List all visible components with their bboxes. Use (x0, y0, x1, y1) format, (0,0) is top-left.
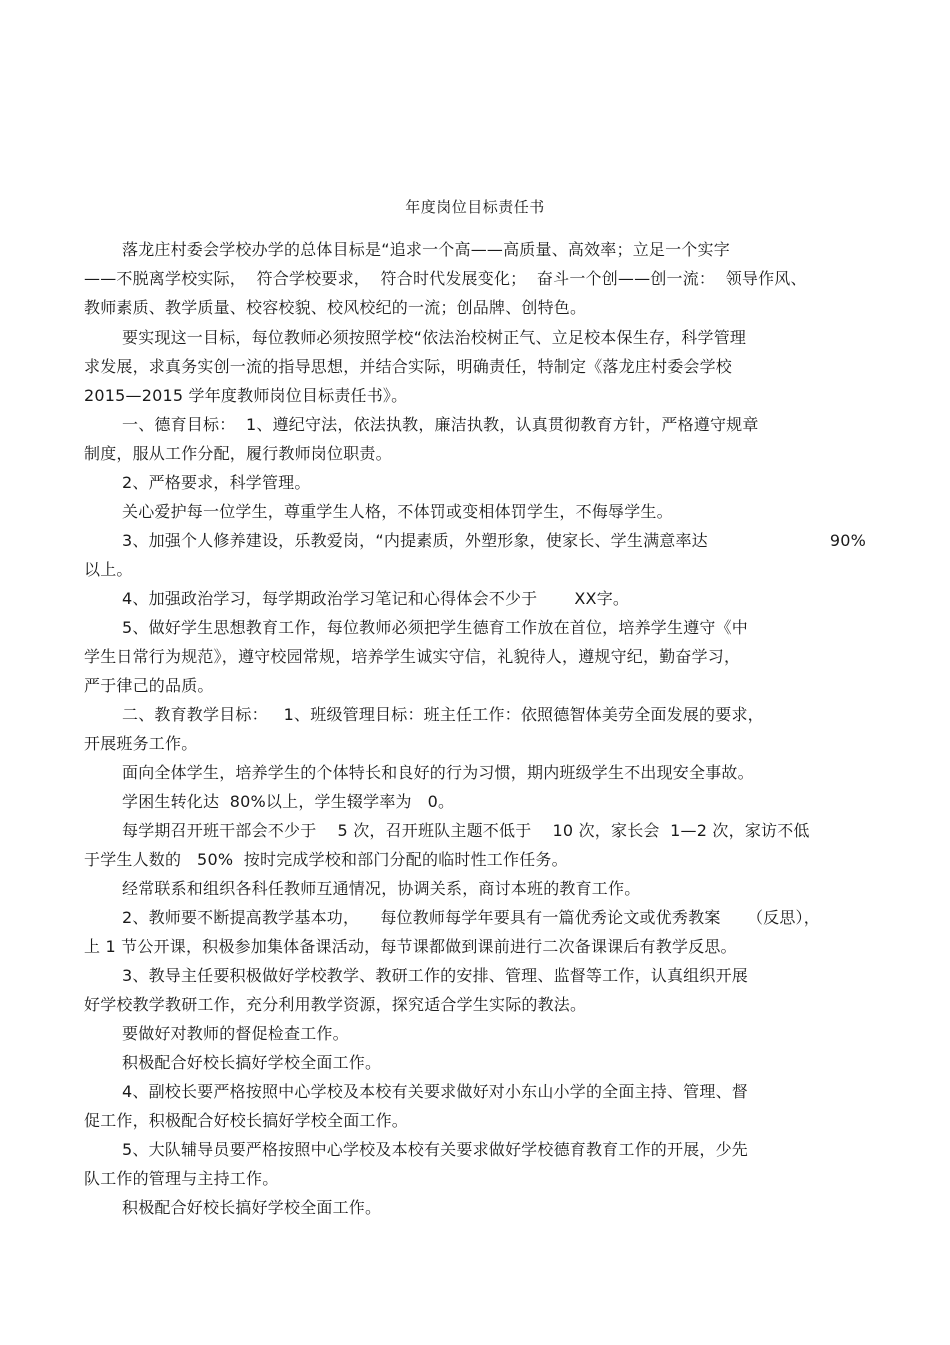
paragraph-line: 要做好对教师的督促检查工作。 (122, 1024, 349, 1043)
paragraph-line: 二、教育教学目标： 1、班级管理目标：班主任工作：依照德智体美劳全面发展的要求， (122, 705, 764, 724)
paragraph-line: 求发展，求真务实创一流的指导思想，并结合实际，明确责任，特制定《落龙庄村委会学校 (84, 357, 733, 376)
paragraph-line: 每学期召开班干部会不少于 5 次，召开班队主题不低于 10 次，家长会 1—2 次，家访不低 (122, 821, 810, 840)
paragraph-line: 面向全体学生，培养学生的个体特长和良好的行为习惯，期内班级学生不出现安全事故。 (122, 763, 754, 782)
paragraph-line: 要实现这一目标，每位教师必须按照学校“依法治校树正气、立足校本保生存，科学管理 (122, 328, 747, 347)
satisfaction-rate: 90% (829, 531, 866, 550)
paragraph-line: 4、加强政治学习，每学期政治学习笔记和心得体会不少于 XX字。 (122, 589, 630, 608)
paragraph-line: 一、德育目标： 1、遵纪守法，依法执教，廉洁执教，认真贯彻教育方针，严格遵守规章 (122, 415, 759, 434)
paragraph-line: 关心爱护每一位学生，尊重学生人格，不体罚或变相体罚学生，不侮辱学生。 (122, 502, 673, 521)
paragraph-line: 2015—2015 学年度教师岗位目标责任书》。 (84, 386, 408, 405)
paragraph-line (84, 531, 866, 551)
paragraph-line: 3、教导主任要积极做好学校教学、教研工作的安排、管理、监督等工作，认真组织开展 (122, 966, 748, 985)
paragraph-line: 好学校教学教研工作，充分利用教学资源，探究适合学生实际的教法。 (84, 995, 587, 1014)
paragraph-line: 以上。 (84, 560, 133, 579)
paragraph-line: 学生日常行为规范》，遵守校园常规，培养学生诚实守信，礼貌待人，遵规守纪，勤奋学习， (84, 647, 741, 666)
paragraph-line: 5、做好学生思想教育工作，每位教师必须把学生德育工作放在首位，培养学生遵守《中 (122, 618, 748, 637)
paragraph-line: 学困生转化达 80%以上，学生辍学率为 0。 (122, 792, 455, 811)
paragraph-line: 开展班务工作。 (84, 734, 198, 753)
paragraph-line: 上 1 节公开课，积极参加集体备课活动，每节课都做到课前进行二次备课课后有教学反思。 (84, 937, 737, 956)
line-text: 3、加强个人修养建设，乐教爱岗，“内提素质，外塑形象，使家长、学生满意率达 (122, 531, 708, 550)
paragraph-line: 积极配合好校长搞好学校全面工作。 (122, 1053, 382, 1072)
document-title: 年度岗位目标责任书 (405, 198, 545, 216)
paragraph-line: 队工作的管理与主持工作。 (84, 1169, 279, 1188)
paragraph-line: 2、教师要不断提高教学基本功， 每位教师每学年要具有一篇优秀论文或优秀教案 （反思）， (122, 908, 820, 927)
paragraph-line: 促工作，积极配合好校长搞好学校全面工作。 (84, 1111, 409, 1130)
paragraph-line: ——不脱离学校实际， 符合学校要求， 符合时代发展变化； 奋斗一个创——创一流： 领导作风、 (84, 269, 807, 288)
paragraph-line: 落龙庄村委会学校办学的总体目标是“追求一个高——高质量、高效率；立足一个实字 (122, 240, 730, 259)
paragraph-line: 5、大队辅导员要严格按照中心学校及本校有关要求做好学校德育教育工作的开展，少先 (122, 1140, 748, 1159)
paragraph-line: 制度，服从工作分配，履行教师岗位职责。 (84, 444, 392, 463)
paragraph-line: 积极配合好校长搞好学校全面工作。 (122, 1198, 382, 1217)
paragraph-line: 严于律己的品质。 (84, 676, 214, 695)
paragraph-line: 经常联系和组织各科任教师互通情况，协调关系，商讨本班的教育工作。 (122, 879, 641, 898)
paragraph-line: 于学生人数的 50% 按时完成学校和部门分配的临时性工作任务。 (84, 850, 568, 869)
paragraph-line: 4、副校长要严格按照中心学校及本校有关要求做好对小东山小学的全面主持、管理、督 (122, 1082, 748, 1101)
paragraph-line: 2、严格要求，科学管理。 (122, 473, 311, 492)
paragraph-line: 教师素质、教学质量、校容校貌、校风校纪的一流；创品牌、创特色。 (84, 298, 587, 317)
